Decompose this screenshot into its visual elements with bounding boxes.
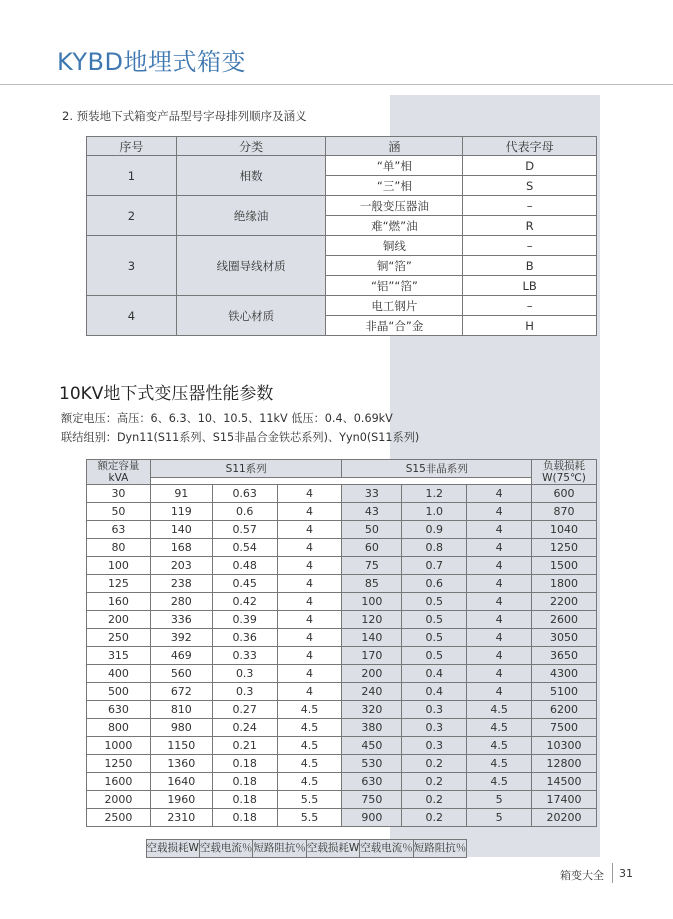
header-load-loss <box>532 460 597 485</box>
capacity-cell: 200 <box>87 611 151 629</box>
item-meaning: 难“燃”油 <box>326 216 463 236</box>
s11-impedance-cell: 4 <box>277 485 342 503</box>
s15-noload-loss-cell: 630 <box>342 773 402 791</box>
s11-impedance-cell: 4 <box>277 575 342 593</box>
s15-noload-loss-cell: 170 <box>342 647 402 665</box>
table-row <box>87 665 597 683</box>
capacity-cell: 1250 <box>87 755 151 773</box>
s15-noload-loss-cell: 200 <box>342 665 402 683</box>
table-row <box>87 755 597 773</box>
s11-noload-current-cell: 0.39 <box>212 611 277 629</box>
s15-noload-current-cell: 0.2 <box>402 755 467 773</box>
s15-noload-current-cell: 0.4 <box>402 665 467 683</box>
s11-impedance-cell: 4.5 <box>277 719 342 737</box>
model-letter-table <box>86 136 597 336</box>
item-meaning: 铜“箔” <box>326 256 463 276</box>
s11-noload-current-cell: 0.27 <box>212 701 277 719</box>
s15-noload-current-cell: 0.5 <box>402 593 467 611</box>
item-letter: LB <box>463 276 597 296</box>
group-number: 4 <box>87 296 177 336</box>
item-letter: D <box>463 156 597 176</box>
performance-table <box>86 459 597 854</box>
s15-noload-current-cell: 0.3 <box>402 737 467 755</box>
s11-noload-current-cell: 0.24 <box>212 719 277 737</box>
item-meaning: 一般变压器油 <box>326 196 463 216</box>
s15-impedance-cell: 4 <box>467 593 532 611</box>
s15-noload-loss-cell: 50 <box>342 521 402 539</box>
s11-impedance-cell: 4 <box>277 593 342 611</box>
item-letter: – <box>463 296 597 316</box>
s11-noload-loss-cell: 1360 <box>150 755 212 773</box>
s11-noload-current-cell: 0.57 <box>212 521 277 539</box>
s11-impedance-cell: 4 <box>277 557 342 575</box>
s11-noload-current-cell: 0.3 <box>212 683 277 701</box>
s15-noload-current-cell: 0.9 <box>402 521 467 539</box>
s11-noload-loss-cell: 203 <box>150 557 212 575</box>
section1-caption: 2. 预装地下式箱变产品型号字母排列顺序及涵义 <box>62 109 307 123</box>
capacity-cell: 125 <box>87 575 151 593</box>
item-letter: – <box>463 196 597 216</box>
load-loss-cell: 1500 <box>532 557 597 575</box>
s11-noload-loss-cell: 810 <box>150 701 212 719</box>
capacity-cell: 250 <box>87 629 151 647</box>
sub-header-s15-noload-current: 空载电流％ <box>360 839 414 857</box>
sub-header-s15-impedance: 短路阻抗％ <box>413 839 467 857</box>
table-subheader-row <box>146 839 468 858</box>
item-meaning: 电工钢片 <box>326 296 463 316</box>
s15-impedance-cell: 5 <box>467 809 532 827</box>
header-load-loss-label: 负载损耗 <box>543 460 586 472</box>
s11-noload-current-cell: 0.18 <box>212 791 277 809</box>
table-row <box>87 156 597 176</box>
s11-noload-loss-cell: 280 <box>150 593 212 611</box>
s11-noload-loss-cell: 980 <box>150 719 212 737</box>
s15-impedance-cell: 4.5 <box>467 755 532 773</box>
group-category: 铁心材质 <box>176 296 326 336</box>
footer-divider <box>612 863 613 883</box>
rated-voltage-line: 额定电压：高压：6、6.3、10、10.5、11kV 低压：0.4、0.69kV <box>61 412 393 425</box>
capacity-cell: 500 <box>87 683 151 701</box>
s15-noload-loss-cell: 320 <box>342 701 402 719</box>
s11-noload-current-cell: 0.45 <box>212 575 277 593</box>
s15-noload-loss-cell: 120 <box>342 611 402 629</box>
load-loss-cell: 1040 <box>532 521 597 539</box>
s11-impedance-cell: 4.5 <box>277 773 342 791</box>
s11-impedance-cell: 4 <box>277 611 342 629</box>
s15-noload-current-cell: 0.8 <box>402 539 467 557</box>
s15-impedance-cell: 4 <box>467 629 532 647</box>
s15-impedance-cell: 4 <box>467 557 532 575</box>
s15-noload-current-cell: 0.5 <box>402 629 467 647</box>
table-row <box>87 503 597 521</box>
s15-noload-current-cell: 0.4 <box>402 683 467 701</box>
s15-impedance-cell: 4 <box>467 611 532 629</box>
s15-noload-loss-cell: 140 <box>342 629 402 647</box>
load-loss-cell: 20200 <box>532 809 597 827</box>
header-capacity <box>87 460 151 485</box>
s11-impedance-cell: 4.5 <box>277 737 342 755</box>
s15-noload-current-cell: 0.6 <box>402 575 467 593</box>
s11-noload-loss-cell: 91 <box>150 485 212 503</box>
table-row <box>87 485 597 503</box>
capacity-cell: 630 <box>87 701 151 719</box>
load-loss-cell: 2200 <box>532 593 597 611</box>
page-title: KYBD地埋式箱变 <box>57 48 246 76</box>
load-loss-cell: 3050 <box>532 629 597 647</box>
s15-noload-loss-cell: 85 <box>342 575 402 593</box>
table-header-row <box>87 460 597 478</box>
table-row <box>87 791 597 809</box>
load-loss-cell: 17400 <box>532 791 597 809</box>
table-row <box>87 196 597 216</box>
header-no: 序号 <box>87 137 177 156</box>
load-loss-cell: 6200 <box>532 701 597 719</box>
s11-noload-current-cell: 0.33 <box>212 647 277 665</box>
s15-noload-current-cell: 0.3 <box>402 701 467 719</box>
table-row <box>87 236 597 256</box>
s11-noload-current-cell: 0.54 <box>212 539 277 557</box>
s11-noload-current-cell: 0.48 <box>212 557 277 575</box>
s11-noload-loss-cell: 2310 <box>150 809 212 827</box>
group-number: 1 <box>87 156 177 196</box>
s15-impedance-cell: 4 <box>467 503 532 521</box>
s15-noload-loss-cell: 43 <box>342 503 402 521</box>
s15-noload-current-cell: 0.5 <box>402 647 467 665</box>
s11-noload-current-cell: 0.18 <box>212 755 277 773</box>
load-loss-cell: 2600 <box>532 611 597 629</box>
item-letter: S <box>463 176 597 196</box>
s15-noload-current-cell: 0.5 <box>402 611 467 629</box>
table-row <box>87 521 597 539</box>
capacity-cell: 50 <box>87 503 151 521</box>
s11-noload-current-cell: 0.6 <box>212 503 277 521</box>
capacity-cell: 1000 <box>87 737 151 755</box>
item-letter: – <box>463 236 597 256</box>
item-letter: H <box>463 316 597 336</box>
s11-noload-loss-cell: 469 <box>150 647 212 665</box>
footer-label: 箱变大全 <box>560 869 604 882</box>
header-s15-group: S15非晶系列 <box>342 460 532 478</box>
s15-noload-loss-cell: 75 <box>342 557 402 575</box>
group-category: 相数 <box>176 156 326 196</box>
capacity-cell: 2500 <box>87 809 151 827</box>
s11-noload-loss-cell: 238 <box>150 575 212 593</box>
s11-noload-loss-cell: 119 <box>150 503 212 521</box>
s15-impedance-cell: 4 <box>467 665 532 683</box>
header-capacity-unit: kVA <box>108 472 129 484</box>
s11-noload-current-cell: 0.42 <box>212 593 277 611</box>
table-row <box>87 575 597 593</box>
s15-noload-loss-cell: 33 <box>342 485 402 503</box>
table-row <box>87 557 597 575</box>
s15-noload-current-cell: 0.2 <box>402 809 467 827</box>
s15-impedance-cell: 4 <box>467 485 532 503</box>
group-number: 2 <box>87 196 177 236</box>
item-meaning: 非晶“合”金 <box>326 316 463 336</box>
capacity-cell: 800 <box>87 719 151 737</box>
s11-noload-loss-cell: 336 <box>150 611 212 629</box>
capacity-cell: 30 <box>87 485 151 503</box>
s15-noload-current-cell: 1.0 <box>402 503 467 521</box>
capacity-cell: 400 <box>87 665 151 683</box>
page-number: 31 <box>619 867 633 880</box>
s11-impedance-cell: 4 <box>277 521 342 539</box>
header-s11-group: S11系列 <box>150 460 342 478</box>
s11-noload-current-cell: 0.36 <box>212 629 277 647</box>
item-letter: B <box>463 256 597 276</box>
load-loss-cell: 3650 <box>532 647 597 665</box>
s15-noload-current-cell: 0.2 <box>402 773 467 791</box>
s15-impedance-cell: 4.5 <box>467 773 532 791</box>
s11-impedance-cell: 4 <box>277 665 342 683</box>
item-meaning: “铝”“箔” <box>326 276 463 296</box>
s11-noload-loss-cell: 140 <box>150 521 212 539</box>
load-loss-cell: 5100 <box>532 683 597 701</box>
table-row <box>87 701 597 719</box>
s11-impedance-cell: 4.5 <box>277 701 342 719</box>
s11-impedance-cell: 4 <box>277 539 342 557</box>
load-loss-cell: 870 <box>532 503 597 521</box>
s11-impedance-cell: 4 <box>277 683 342 701</box>
s11-noload-current-cell: 0.18 <box>212 809 277 827</box>
capacity-cell: 160 <box>87 593 151 611</box>
table-row <box>87 647 597 665</box>
table-row <box>87 629 597 647</box>
s15-noload-loss-cell: 900 <box>342 809 402 827</box>
s11-noload-loss-cell: 1640 <box>150 773 212 791</box>
s15-impedance-cell: 4.5 <box>467 701 532 719</box>
sub-header-s11-noload-current: 空载电流％ <box>199 839 253 857</box>
header-capacity-label: 额定容量 <box>97 460 140 472</box>
title-divider <box>0 84 673 85</box>
s15-noload-current-cell: 0.7 <box>402 557 467 575</box>
s11-noload-loss-cell: 1960 <box>150 791 212 809</box>
item-meaning: “单”相 <box>326 156 463 176</box>
s15-impedance-cell: 4 <box>467 575 532 593</box>
s11-noload-current-cell: 0.21 <box>212 737 277 755</box>
s15-impedance-cell: 4.5 <box>467 719 532 737</box>
s15-impedance-cell: 4 <box>467 539 532 557</box>
s11-noload-current-cell: 0.3 <box>212 665 277 683</box>
table-row <box>87 539 597 557</box>
header-category: 分类 <box>176 137 326 156</box>
table-row <box>87 773 597 791</box>
table-row <box>87 611 597 629</box>
s15-noload-loss-cell: 530 <box>342 755 402 773</box>
load-loss-cell: 1800 <box>532 575 597 593</box>
s15-noload-loss-cell: 750 <box>342 791 402 809</box>
capacity-cell: 1600 <box>87 773 151 791</box>
capacity-cell: 2000 <box>87 791 151 809</box>
s15-noload-current-cell: 0.3 <box>402 719 467 737</box>
header-letter: 代表字母 <box>463 137 597 156</box>
group-category: 绝缘油 <box>176 196 326 236</box>
load-loss-cell: 4300 <box>532 665 597 683</box>
s15-noload-loss-cell: 60 <box>342 539 402 557</box>
s15-noload-loss-cell: 100 <box>342 593 402 611</box>
s11-noload-loss-cell: 392 <box>150 629 212 647</box>
section2-title: 10KV地下式变压器性能参数 <box>59 384 274 404</box>
s11-noload-loss-cell: 1150 <box>150 737 212 755</box>
s15-noload-loss-cell: 450 <box>342 737 402 755</box>
header-load-loss-unit: W(75℃) <box>542 472 586 484</box>
load-loss-cell: 1250 <box>532 539 597 557</box>
s11-impedance-cell: 5.5 <box>277 791 342 809</box>
item-letter: R <box>463 216 597 236</box>
table-row <box>87 296 597 316</box>
load-loss-cell: 12800 <box>532 755 597 773</box>
sub-header-s15-noload-loss: 空载损耗W <box>306 839 359 857</box>
load-loss-cell: 10300 <box>532 737 597 755</box>
s15-noload-current-cell: 1.2 <box>402 485 467 503</box>
s15-impedance-cell: 4 <box>467 647 532 665</box>
header-meaning: 涵 <box>326 137 463 156</box>
capacity-cell: 63 <box>87 521 151 539</box>
s11-noload-loss-cell: 168 <box>150 539 212 557</box>
table-row <box>87 719 597 737</box>
load-loss-cell: 14500 <box>532 773 597 791</box>
table-row <box>87 809 597 827</box>
s11-noload-loss-cell: 560 <box>150 665 212 683</box>
s15-impedance-cell: 4 <box>467 521 532 539</box>
s15-noload-loss-cell: 380 <box>342 719 402 737</box>
s11-impedance-cell: 4 <box>277 503 342 521</box>
capacity-cell: 100 <box>87 557 151 575</box>
s11-impedance-cell: 4 <box>277 629 342 647</box>
connection-group-line: 联结组别：Dyn11(S11系列、S15非晶合金铁芯系列)、Yyn0(S11系列) <box>61 431 420 444</box>
load-loss-cell: 7500 <box>532 719 597 737</box>
capacity-cell: 80 <box>87 539 151 557</box>
s11-impedance-cell: 4 <box>277 647 342 665</box>
table-row <box>87 593 597 611</box>
s15-noload-current-cell: 0.2 <box>402 791 467 809</box>
table-row <box>87 683 597 701</box>
s11-impedance-cell: 4.5 <box>277 755 342 773</box>
group-number: 3 <box>87 236 177 296</box>
item-meaning: 铜线 <box>326 236 463 256</box>
s15-impedance-cell: 4.5 <box>467 737 532 755</box>
s11-impedance-cell: 5.5 <box>277 809 342 827</box>
table-header-row <box>87 137 597 156</box>
sub-header-s11-impedance: 短路阻抗％ <box>253 839 307 857</box>
sub-header-s11-noload-loss: 空载损耗W <box>146 839 199 857</box>
capacity-cell: 315 <box>87 647 151 665</box>
s11-noload-current-cell: 0.63 <box>212 485 277 503</box>
s11-noload-loss-cell: 672 <box>150 683 212 701</box>
s15-impedance-cell: 4 <box>467 683 532 701</box>
s11-noload-current-cell: 0.18 <box>212 773 277 791</box>
group-category: 线圈导线材质 <box>176 236 326 296</box>
s15-impedance-cell: 5 <box>467 791 532 809</box>
s15-noload-loss-cell: 240 <box>342 683 402 701</box>
load-loss-cell: 600 <box>532 485 597 503</box>
table-row <box>87 737 597 755</box>
item-meaning: “三”相 <box>326 176 463 196</box>
